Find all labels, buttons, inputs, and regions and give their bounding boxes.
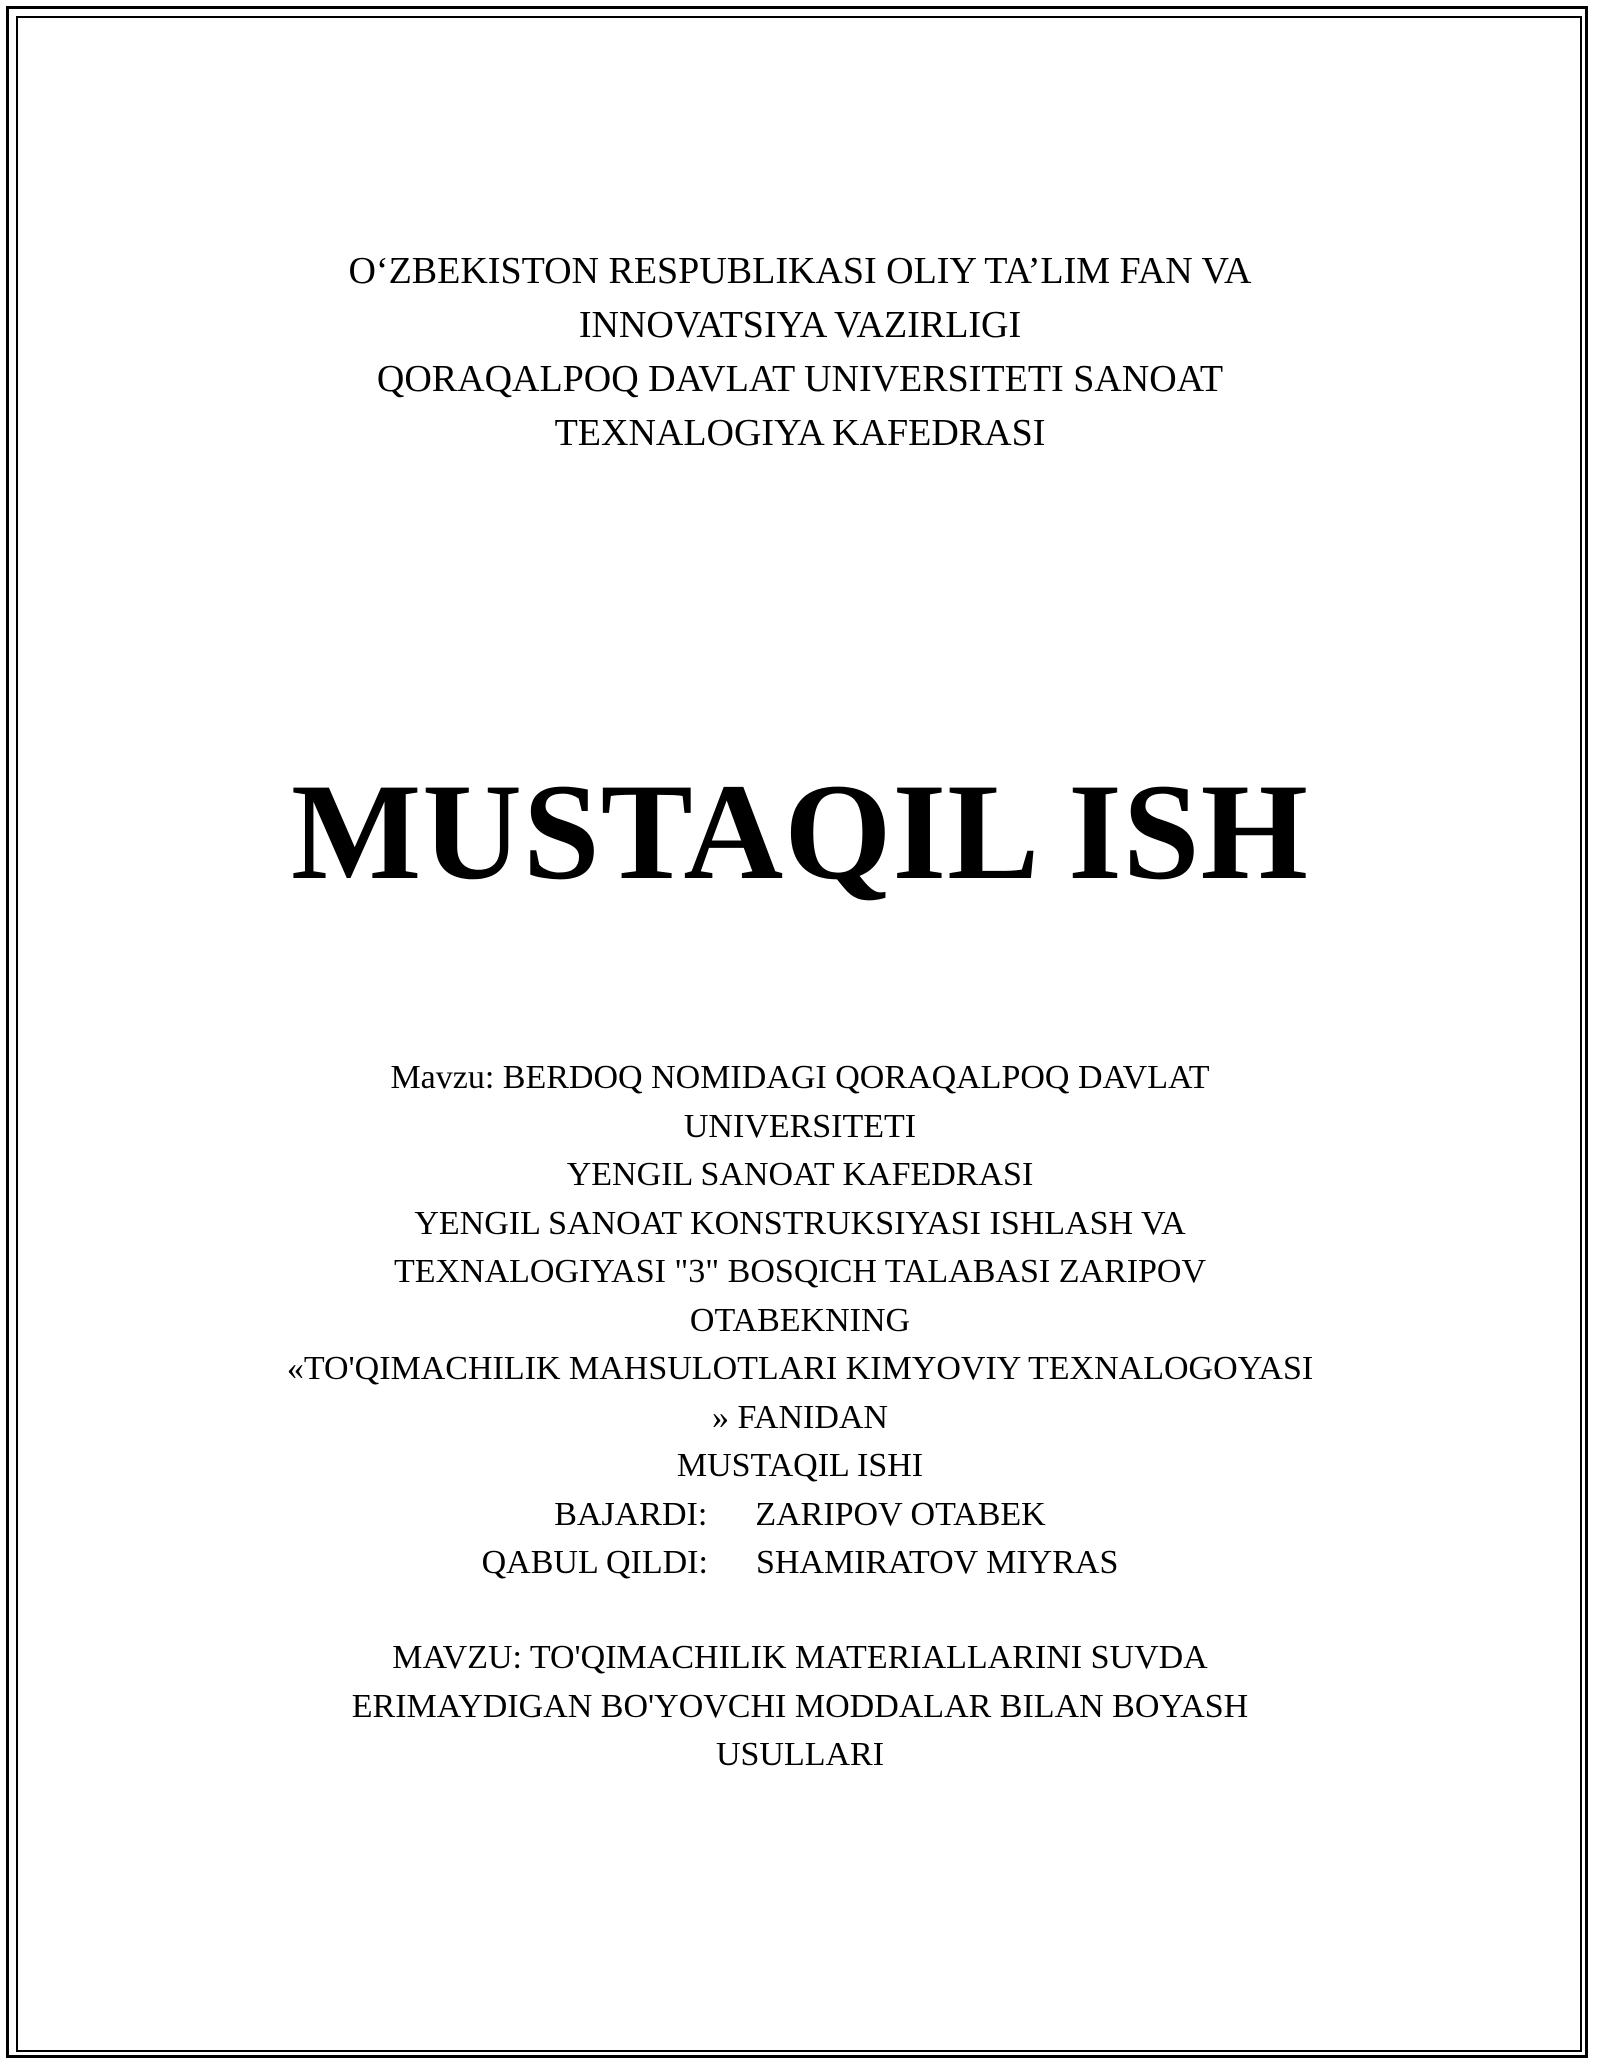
topic-line: ERIMAYDIGAN BO'YOVCHI MODDALAR BILAN BOYASH — [351, 1687, 1249, 1725]
details-line: YENGIL SANOAT KAFEDRASI — [566, 1156, 1034, 1193]
details-line: Mavzu: BERDOQ NOMIDAGI QORAQALPOQ DAVLAT — [390, 1059, 1210, 1096]
performed-by-value: ZARIPOV OTABEK — [755, 1495, 1046, 1533]
header-line: TEXNALOGIYA KAFEDRASI — [554, 412, 1046, 454]
work-topic — [0, 1634, 1600, 1780]
document-title: MUSTAQIL ISH — [291, 755, 1309, 908]
accepted-by-value: SHAMIRATOV MIYRAS — [755, 1544, 1119, 1581]
accepted-by-row — [0, 1539, 1600, 1588]
topic-line: USULLARI — [715, 1736, 885, 1773]
header-line: O‘ZBEKISTON RESPUBLIKASI OLIY TA’LIM FAN VA — [348, 250, 1252, 292]
details-line: MUSTAQIL ISHI — [676, 1447, 924, 1484]
details-line: OTABEKNING — [689, 1301, 911, 1339]
details-line: YENGIL SANOAT KONSTRUKSIYASI ISHLASH VA — [414, 1204, 1186, 1242]
topic-line: MAVZU: TO'QIMACHILIK MATERIALLARINI SUVDA — [392, 1639, 1208, 1676]
details-line: TEXNALOGIYASI "3" BOSQICH TALABASI ZARIPOV — [393, 1253, 1207, 1290]
work-details — [0, 1054, 1600, 1588]
header-line: QORAQALPOQ DAVLAT UNIVERSITETI SANOAT — [376, 358, 1224, 400]
details-line: «TO'QIMACHILIK MAHSULOTLARI KIMYOVIY TEXNALOGOYASI — [286, 1350, 1314, 1387]
performed-by-row — [0, 1491, 1600, 1540]
ministry-header — [0, 244, 1600, 460]
header-line: INNOVATSIYA VAZIRLIGI — [578, 304, 1022, 346]
details-line: » FANIDAN — [712, 1398, 888, 1436]
accepted-by-label: QABUL QILDI: — [481, 1544, 708, 1581]
details-line: UNIVERSITETI — [683, 1107, 917, 1145]
performed-by-label: BAJARDI: — [554, 1495, 708, 1533]
